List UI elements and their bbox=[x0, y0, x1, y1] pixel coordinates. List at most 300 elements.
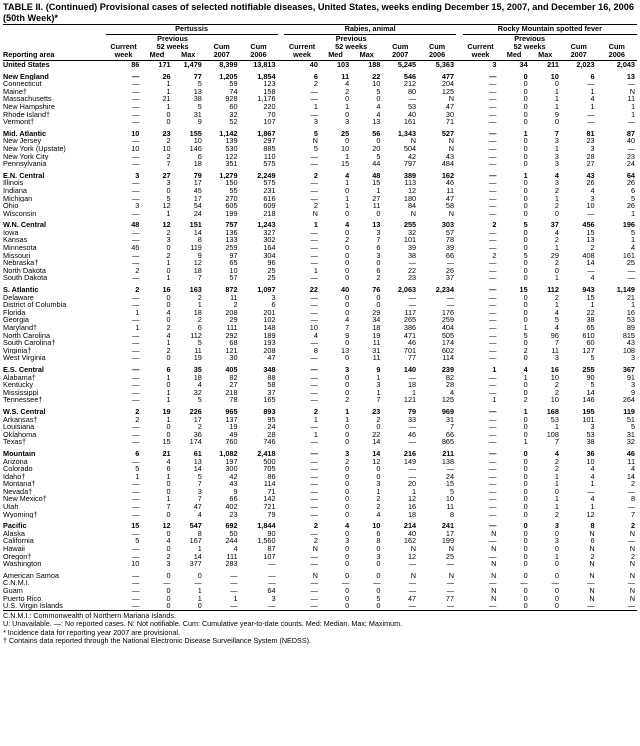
value-cell: 66 bbox=[445, 251, 455, 260]
value-cell: 0 bbox=[523, 545, 528, 553]
sep-cell bbox=[278, 130, 285, 138]
reporting-area-cell: Alaska bbox=[3, 529, 25, 538]
value-cell: — bbox=[310, 95, 318, 103]
value-cell: N bbox=[410, 209, 417, 218]
value-cell: 70 bbox=[267, 110, 276, 119]
value-cell: 0 bbox=[166, 186, 171, 195]
value-cell: 119 bbox=[190, 244, 202, 252]
value-cell: 22 bbox=[309, 286, 318, 294]
value-cell: — bbox=[489, 316, 497, 324]
value-cell: — bbox=[341, 579, 350, 587]
header-2006: 2006 bbox=[240, 51, 278, 61]
value-cell: 4 bbox=[376, 102, 381, 111]
value-cell: 165 bbox=[263, 396, 276, 404]
value-cell: — bbox=[489, 331, 497, 340]
sep-cell bbox=[278, 195, 285, 203]
value-cell: — bbox=[132, 480, 140, 488]
value-cell: — bbox=[310, 510, 318, 519]
value-cell: — bbox=[132, 529, 140, 538]
value-cell: 0 bbox=[166, 118, 171, 126]
value-cell: 29 bbox=[372, 308, 381, 317]
reporting-area-cell: Nevada† bbox=[3, 487, 33, 496]
value-cell: — bbox=[240, 602, 278, 610]
value-cell: — bbox=[132, 274, 140, 283]
sep-cell bbox=[456, 244, 463, 252]
value-cell: 10 bbox=[445, 495, 455, 504]
value-cell: 13 bbox=[193, 457, 202, 466]
value-cell: 25 bbox=[626, 259, 635, 267]
value-cell: 5 bbox=[135, 465, 140, 473]
reporting-area-cell: Idaho† bbox=[3, 472, 26, 481]
value-cell: 0 bbox=[523, 102, 528, 111]
table-row bbox=[3, 274, 637, 282]
value-cell: — bbox=[489, 472, 497, 481]
value-cell: 0 bbox=[554, 266, 559, 275]
value-cell: — bbox=[310, 236, 318, 245]
value-cell: 52 bbox=[229, 118, 238, 126]
value-cell: 10 bbox=[131, 144, 140, 153]
value-cell: 2 bbox=[313, 80, 318, 88]
value-cell: 125 bbox=[441, 87, 455, 96]
value-cell: 71 bbox=[445, 118, 455, 126]
value-cell: 1 bbox=[554, 301, 559, 309]
value-cell: — bbox=[132, 365, 140, 374]
value-cell: 2 bbox=[523, 346, 528, 355]
value-cell: 1 bbox=[523, 407, 528, 416]
value-cell: 11 bbox=[446, 186, 455, 195]
value-cell: 95 bbox=[267, 415, 276, 424]
value-cell: 351 bbox=[225, 160, 238, 168]
value-cell: 27 bbox=[372, 194, 381, 203]
header-sep bbox=[278, 51, 285, 61]
value-cell: 7 bbox=[197, 495, 202, 504]
reporting-area-cell: Connecticut bbox=[3, 80, 42, 88]
value-cell: 9 bbox=[233, 487, 238, 496]
value-cell: 74 bbox=[229, 87, 238, 96]
value-cell: — bbox=[627, 118, 635, 126]
value-cell: — bbox=[132, 346, 140, 355]
value-cell: 0 bbox=[166, 354, 171, 362]
value-cell: 5 bbox=[197, 80, 202, 88]
sep-cell bbox=[278, 354, 285, 362]
value-cell: 64 bbox=[626, 171, 635, 180]
value-cell: 81 bbox=[586, 129, 595, 138]
value-cell: — bbox=[489, 415, 497, 424]
value-cell: — bbox=[310, 308, 318, 317]
value-cell: 4 bbox=[554, 324, 559, 332]
value-cell: 29 bbox=[229, 316, 238, 324]
value-cell: 11 bbox=[372, 202, 381, 210]
sep-cell bbox=[278, 236, 285, 244]
value-cell: 79 bbox=[193, 171, 202, 180]
value-cell: 57 bbox=[229, 274, 238, 283]
value-cell: 297 bbox=[263, 137, 276, 145]
value-cell: 174 bbox=[441, 339, 455, 347]
value-cell: 14 bbox=[586, 259, 595, 267]
value-cell: 3 bbox=[271, 594, 276, 603]
value-cell: — bbox=[446, 465, 455, 473]
value-cell: 0 bbox=[523, 137, 528, 145]
value-cell: 0 bbox=[554, 118, 559, 126]
value-cell: 3 bbox=[135, 202, 140, 210]
value-cell: — bbox=[310, 110, 318, 119]
value-cell: 13 bbox=[372, 118, 381, 126]
reporting-area-cell: North Carolina bbox=[3, 331, 51, 340]
value-cell: 0 bbox=[345, 480, 350, 488]
value-cell: — bbox=[132, 102, 140, 111]
value-cell: 405 bbox=[225, 365, 238, 374]
value-cell: — bbox=[587, 266, 595, 275]
value-cell: 0 bbox=[523, 194, 528, 203]
value-cell: N bbox=[448, 209, 455, 218]
value-cell: — bbox=[408, 560, 417, 568]
value-cell: — bbox=[489, 346, 497, 355]
sep-cell bbox=[278, 103, 285, 111]
value-cell: 0 bbox=[523, 472, 528, 481]
sep-cell bbox=[456, 267, 463, 275]
value-cell: 8 bbox=[197, 529, 202, 538]
sep-cell bbox=[278, 332, 285, 340]
value-cell: 0 bbox=[554, 487, 559, 496]
value-cell: 108 bbox=[622, 346, 635, 355]
value-cell: 138 bbox=[441, 457, 455, 466]
value-cell: 127 bbox=[582, 346, 595, 355]
value-cell: 7 bbox=[345, 324, 350, 332]
header-max: Max bbox=[351, 51, 382, 61]
reporting-area-cell: Minnesota bbox=[3, 244, 37, 252]
value-cell: 21 bbox=[162, 95, 171, 103]
table-row bbox=[3, 137, 637, 145]
value-cell: 4 bbox=[554, 308, 559, 317]
value-cell: 0 bbox=[345, 244, 350, 252]
value-cell: 6 bbox=[197, 152, 202, 161]
value-cell: 14 bbox=[193, 228, 202, 237]
value-cell: 15 bbox=[445, 480, 455, 488]
value-cell: — bbox=[132, 160, 140, 168]
value-cell: — bbox=[310, 579, 318, 587]
value-cell: — bbox=[310, 354, 318, 362]
reporting-area-cell: Vermont† bbox=[3, 118, 35, 126]
sep-cell bbox=[456, 366, 463, 374]
value-cell: 12 bbox=[162, 522, 171, 530]
value-cell: 47 bbox=[407, 594, 417, 603]
header-med: Med bbox=[141, 51, 172, 61]
value-cell: 0 bbox=[523, 388, 528, 397]
sep-cell bbox=[278, 381, 285, 389]
value-cell: 30 bbox=[229, 354, 238, 362]
value-cell: — bbox=[489, 552, 497, 561]
sep-cell bbox=[456, 80, 463, 88]
value-cell: 6 bbox=[590, 537, 595, 546]
sep-cell bbox=[278, 145, 285, 153]
value-cell: — bbox=[194, 579, 202, 587]
value-cell: — bbox=[132, 495, 140, 504]
value-cell: 1 bbox=[166, 274, 171, 283]
header-52-weeks: 52 weeks bbox=[156, 43, 189, 51]
value-cell: 11 bbox=[446, 503, 455, 511]
value-cell: 4 bbox=[197, 381, 202, 389]
value-cell: 208 bbox=[263, 346, 276, 355]
sep-cell bbox=[456, 465, 463, 473]
value-cell: — bbox=[489, 194, 497, 203]
reporting-area-cell: Montana† bbox=[3, 480, 36, 488]
value-cell: — bbox=[310, 587, 318, 595]
value-cell: 3 bbox=[376, 480, 381, 488]
value-cell: 77 bbox=[193, 72, 202, 81]
value-cell: 2 bbox=[590, 552, 595, 561]
group-header-rabies: Rabies, animal bbox=[284, 25, 456, 35]
value-cell: — bbox=[489, 236, 497, 245]
value-cell: 0 bbox=[345, 560, 350, 568]
value-cell: 0 bbox=[166, 510, 171, 519]
value-cell: — bbox=[132, 430, 140, 439]
value-cell: 239 bbox=[441, 365, 455, 374]
value-cell: 37 bbox=[550, 221, 559, 229]
value-cell: 60 bbox=[229, 102, 238, 111]
value-cell: 9 bbox=[345, 331, 350, 340]
sep-cell bbox=[456, 423, 463, 431]
value-cell: 0 bbox=[523, 571, 528, 580]
value-cell: — bbox=[268, 560, 276, 568]
value-cell: 0 bbox=[523, 228, 528, 237]
value-cell: 139 bbox=[225, 137, 238, 145]
value-cell: — bbox=[310, 480, 318, 488]
value-cell: 38 bbox=[407, 251, 417, 260]
value-cell: 3 bbox=[197, 487, 202, 496]
value-cell: 3 bbox=[313, 118, 318, 126]
value-cell: 5 bbox=[376, 87, 381, 96]
table-row bbox=[3, 309, 637, 317]
value-cell: 10 bbox=[193, 137, 202, 145]
value-cell: 4 bbox=[197, 510, 202, 519]
value-cell: 0 bbox=[523, 144, 528, 153]
value-cell: 0 bbox=[345, 594, 350, 603]
value-cell: 44 bbox=[372, 160, 381, 168]
value-cell: — bbox=[310, 194, 318, 203]
value-cell: 2 bbox=[554, 381, 559, 389]
sep-cell bbox=[278, 488, 285, 496]
reporting-area-cell: W.N. Central bbox=[3, 221, 46, 229]
value-cell: 10 bbox=[131, 129, 140, 138]
value-cell: 0 bbox=[345, 587, 350, 595]
table-row bbox=[3, 88, 637, 96]
value-cell: 8 bbox=[197, 236, 202, 245]
header-previous: Previous bbox=[157, 34, 188, 43]
value-cell: 10 bbox=[550, 396, 559, 404]
sep-cell bbox=[456, 522, 463, 530]
value-cell: 14 bbox=[372, 449, 381, 458]
sep-cell bbox=[278, 61, 285, 69]
value-cell: 19 bbox=[193, 354, 202, 362]
value-cell: 1 bbox=[197, 594, 202, 603]
sep-cell bbox=[278, 458, 285, 466]
value-cell: 26 bbox=[626, 179, 635, 187]
sep-cell bbox=[456, 61, 463, 69]
value-cell: 61 bbox=[193, 449, 202, 458]
value-cell: 616 bbox=[263, 194, 276, 203]
value-cell: 4 bbox=[630, 465, 635, 473]
value-cell: 1 bbox=[166, 209, 171, 218]
value-cell: 140 bbox=[403, 365, 417, 374]
value-cell: 0 bbox=[523, 293, 528, 302]
sep-cell bbox=[278, 503, 285, 511]
sep-cell bbox=[278, 560, 285, 568]
sep-cell bbox=[456, 187, 463, 195]
value-cell: 18 bbox=[193, 160, 202, 168]
value-cell: 2 bbox=[554, 186, 559, 195]
value-cell: 609 bbox=[263, 202, 276, 210]
value-cell: 7 bbox=[166, 503, 171, 511]
value-cell: 2 bbox=[492, 251, 497, 260]
value-cell: 1 bbox=[376, 388, 381, 397]
value-cell: 111 bbox=[226, 324, 238, 332]
value-cell: 0 bbox=[523, 316, 528, 324]
value-cell: 15 bbox=[162, 438, 171, 446]
sep-cell bbox=[278, 153, 285, 161]
reporting-area-cell: Florida bbox=[3, 308, 26, 317]
value-cell: 0 bbox=[345, 251, 350, 260]
value-cell: 1 bbox=[197, 301, 202, 309]
header-previous: Previous bbox=[335, 34, 367, 43]
value-cell: 3 bbox=[630, 354, 635, 362]
value-cell: 928 bbox=[225, 95, 238, 103]
value-cell: — bbox=[132, 438, 140, 446]
value-cell: 101 bbox=[403, 236, 417, 245]
value-cell: 9 bbox=[376, 365, 381, 374]
value-cell: 26 bbox=[162, 72, 171, 81]
value-cell: 150 bbox=[225, 179, 238, 187]
value-cell: 0 bbox=[523, 537, 528, 546]
sep-cell bbox=[456, 416, 463, 424]
value-cell: 484 bbox=[441, 160, 455, 168]
value-cell: 0 bbox=[523, 209, 528, 218]
table-row bbox=[3, 95, 637, 103]
sep-cell bbox=[456, 137, 463, 145]
value-cell: 348 bbox=[263, 365, 276, 374]
value-cell: N bbox=[448, 545, 455, 553]
table-row bbox=[3, 488, 637, 496]
value-cell: 0 bbox=[376, 293, 381, 302]
value-cell: 1,844 bbox=[257, 522, 276, 530]
table-row bbox=[3, 465, 637, 473]
value-cell: 0 bbox=[376, 545, 381, 553]
value-cell: — bbox=[489, 579, 497, 587]
value-cell: 5,363 bbox=[435, 60, 455, 69]
value-cell: 48 bbox=[131, 221, 140, 229]
value-cell: 3 bbox=[554, 160, 559, 168]
value-cell: — bbox=[597, 602, 637, 610]
value-cell: — bbox=[230, 579, 238, 587]
value-cell: 4 bbox=[590, 495, 595, 504]
value-cell: 1,142 bbox=[219, 129, 238, 138]
value-cell: 9 bbox=[630, 388, 635, 397]
reporting-area-cell: Maine† bbox=[3, 87, 27, 96]
footnote-provisional: * Incidence data for reporting year 2007 are provisional. bbox=[3, 627, 180, 637]
value-cell: 0 bbox=[523, 152, 528, 161]
sep-cell bbox=[456, 88, 463, 96]
value-cell: 22 bbox=[407, 266, 417, 275]
value-cell: 1 bbox=[345, 407, 350, 416]
sep-cell bbox=[456, 309, 463, 317]
value-cell: 1 bbox=[135, 324, 140, 332]
value-cell: 168 bbox=[546, 407, 559, 416]
header-cum: Cum bbox=[428, 43, 446, 51]
table-row bbox=[3, 118, 637, 126]
value-cell: 0 bbox=[345, 529, 350, 538]
value-cell: 46 bbox=[445, 179, 455, 187]
value-cell: 7 bbox=[376, 396, 381, 404]
value-cell: 82 bbox=[445, 373, 455, 382]
value-cell: — bbox=[489, 457, 497, 466]
sep-cell bbox=[456, 286, 463, 294]
value-cell: 8 bbox=[630, 495, 635, 504]
value-cell: N bbox=[629, 587, 635, 595]
value-cell: — bbox=[310, 560, 318, 568]
value-cell: 149 bbox=[403, 457, 417, 466]
reporting-area-cell: Tennessee† bbox=[3, 396, 43, 404]
value-cell: 0 bbox=[345, 354, 350, 362]
value-cell: 97 bbox=[229, 251, 238, 260]
value-cell: 1 bbox=[554, 495, 559, 504]
value-cell: 25 bbox=[267, 274, 276, 283]
value-cell: 1 bbox=[197, 587, 202, 595]
value-cell: 24 bbox=[445, 472, 455, 481]
value-cell: — bbox=[489, 152, 497, 161]
value-cell: — bbox=[310, 365, 318, 374]
value-cell: 3 bbox=[135, 171, 140, 180]
value-cell: 23 bbox=[372, 407, 381, 416]
header-cum: Cum bbox=[608, 43, 625, 51]
value-cell: 55 bbox=[229, 186, 238, 195]
value-cell: 2 bbox=[166, 324, 171, 332]
table-row bbox=[3, 595, 637, 603]
value-cell: 5 bbox=[313, 129, 318, 138]
value-cell: — bbox=[551, 579, 559, 587]
table-title-text: TABLE II. (Continued) Provisional cases of selected notifiable diseases, United States, weeks ending December 15, 2007, and December 16, 2006 bbox=[3, 2, 634, 12]
value-cell: 0 bbox=[523, 415, 528, 424]
value-cell: 43 bbox=[586, 171, 595, 180]
value-cell: — bbox=[132, 95, 140, 103]
sep-cell bbox=[278, 88, 285, 96]
value-cell: 0 bbox=[166, 381, 171, 389]
reporting-area-cell: Rhode Island† bbox=[3, 110, 51, 119]
value-cell: 189 bbox=[263, 331, 276, 340]
value-cell: — bbox=[132, 80, 140, 88]
value-cell: 1 bbox=[590, 503, 595, 511]
value-cell: 0 bbox=[166, 423, 171, 431]
value-cell: 10 bbox=[341, 144, 350, 153]
value-cell: 30 bbox=[445, 110, 455, 119]
value-cell: 46 bbox=[626, 449, 635, 458]
value-cell: 0 bbox=[345, 438, 350, 446]
table-row bbox=[3, 545, 637, 553]
value-cell: 13 bbox=[193, 87, 202, 96]
value-cell: 26 bbox=[586, 179, 595, 187]
value-cell: 0 bbox=[523, 110, 528, 119]
sep-cell bbox=[456, 160, 463, 168]
value-cell: 142 bbox=[263, 495, 276, 504]
header-previous: Previous bbox=[514, 34, 546, 43]
value-cell: 12 bbox=[586, 510, 595, 519]
value-cell: 1 bbox=[554, 423, 559, 431]
table-row bbox=[3, 389, 637, 397]
value-cell: 2 bbox=[166, 137, 171, 145]
sep-cell bbox=[278, 187, 285, 195]
value-cell: 1 bbox=[523, 129, 528, 138]
value-cell: — bbox=[310, 251, 318, 260]
value-cell: 3 bbox=[554, 354, 559, 362]
value-cell: 0 bbox=[345, 503, 350, 511]
